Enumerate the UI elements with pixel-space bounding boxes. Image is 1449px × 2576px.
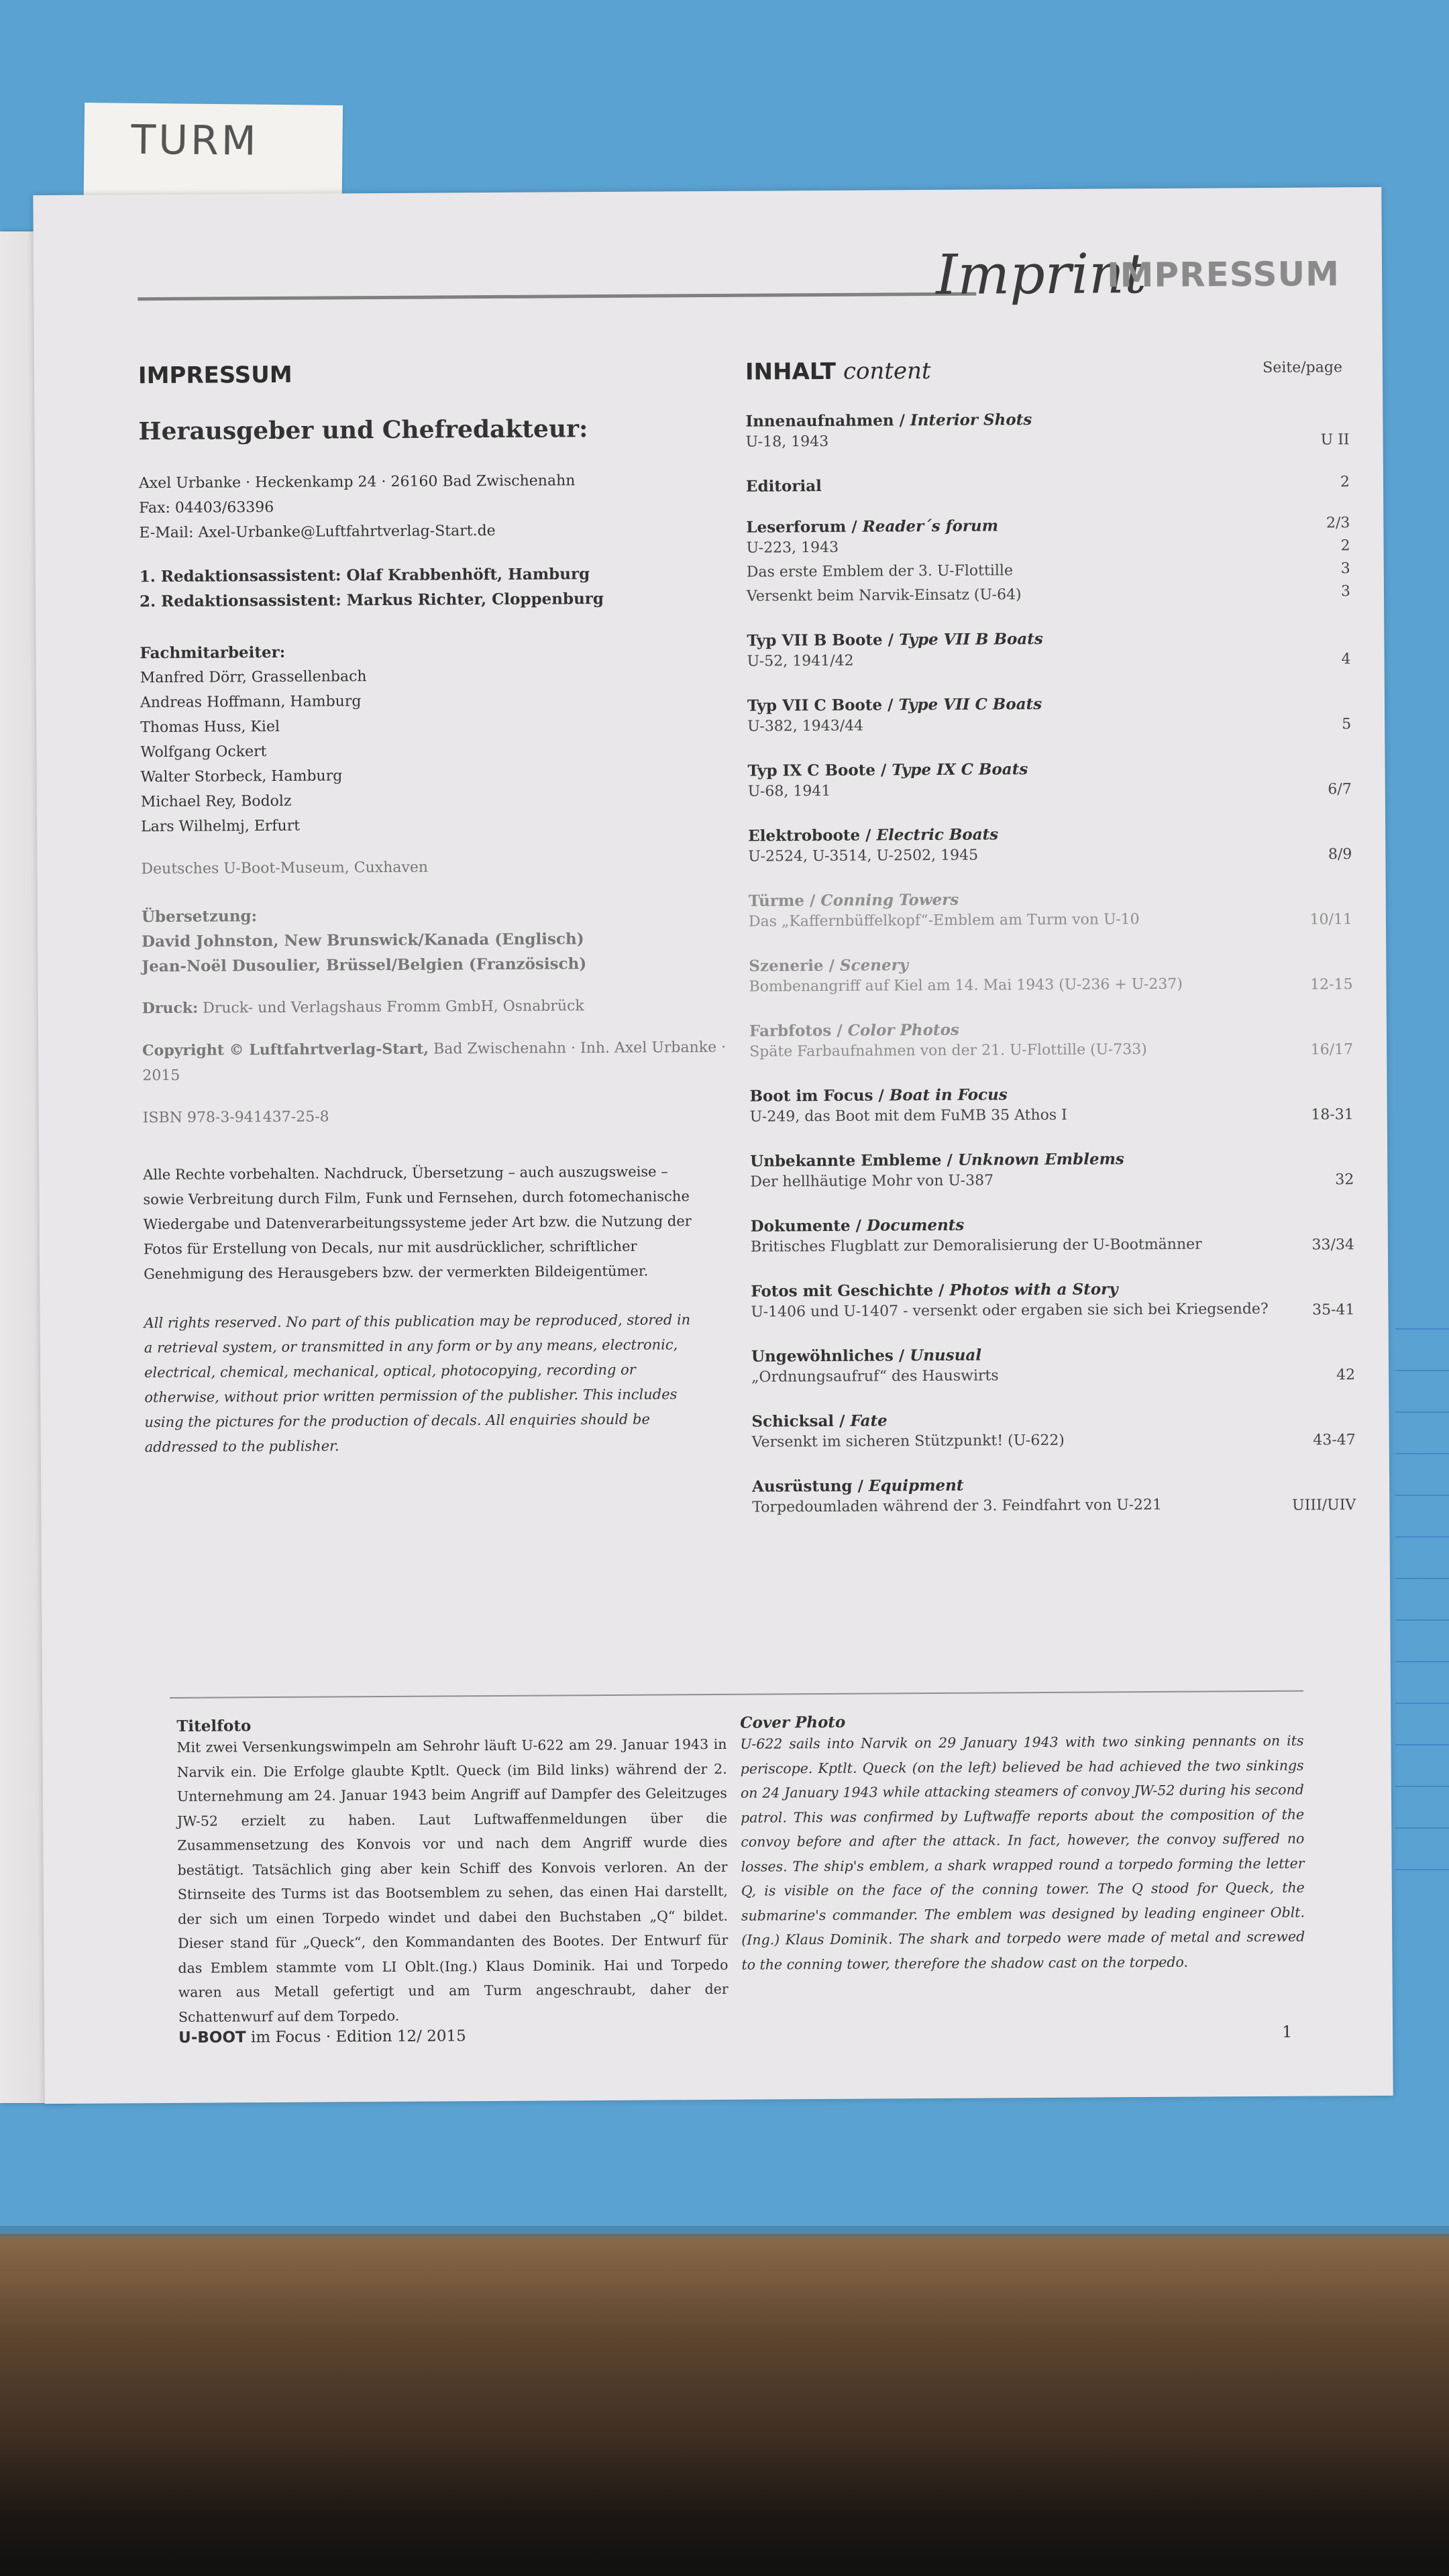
- copyright-line: [142, 1035, 726, 1088]
- sticky-note-text: TURM: [131, 116, 259, 165]
- toc-entry-title-de: Editorial: [745, 476, 822, 496]
- magazine-page: [33, 187, 1393, 2104]
- toc-entry-subtitle: Das erste Emblem der 3. U-Flottille: [746, 562, 1014, 581]
- toc-entry-subtitle: U-382, 1943/44: [747, 717, 864, 735]
- toc-entry-title-en: Color Photos: [847, 1020, 959, 1040]
- isbn-line: ISBN 978-3-941437-25-8: [142, 1108, 329, 1127]
- toc-entry: [751, 1214, 1354, 1259]
- staff-member: Manfred Dörr, Grassellenbach: [140, 668, 367, 687]
- toc-entry: [749, 953, 1352, 999]
- toc-entry-subtitle: Versenkt beim Narvik-Einsatz (U-64): [746, 586, 1022, 605]
- toc-entry-title-de: Innenaufnahmen /: [745, 411, 906, 431]
- caption-en-text: U-622 sails into Narvik on 29 January 1943 with two sinking pennants on its periscope. Kptlt. Queck (on the left) believed be had achieved the two sinkings on 24 January 1943 while attacking steamers of convoy JW-52 during his second patrol. This was confirmed by Luftwaffe reports about the composition of the convoy before and after the attack. In fact, however, the convoy suffered no losses. The ship's emblem, a shark wrapped round a torpedo forming the letter Q, is visible on the face of the conning tower. The Q stood for Queck, the submarine's commander. The emblem was designed by leading engineer Oblt. (Ing.) Klaus Dominik. The shark and torpedo were made of metal and screwed to the conning tower, therefore the shadow cast on the torpedo.: [740, 1732, 1305, 1973]
- rights-de: Alle Rechte vorbehalten. Nachdruck, Übersetzung – auch auszugsweise – sowie Verbreitung durch Film, Funk und Fernsehen, durch fotomechanische Wiedergabe und Datenverarbeitungssysteme jeder Art bzw. die Nutzung der Fotos für Erstellung von Decals, nur mit ausdrücklicher, schriftlicher Genehmigung des Herausgebers bzw. der vermerkten Bildeigentümer.: [143, 1163, 692, 1283]
- toc-entry-title-de: Fotos mit Geschichte /: [751, 1281, 945, 1301]
- toc-entry-page: 18-31: [1311, 1106, 1354, 1124]
- toc-entry-page: 35-41: [1312, 1301, 1355, 1319]
- impressum-column: [138, 359, 729, 1460]
- toc-entry-subtitle: U-2524, U-3514, U-2502, 1945: [748, 847, 979, 865]
- page-number: 1: [1282, 2022, 1293, 2041]
- staff-member: Thomas Huss, Kiel: [140, 718, 280, 737]
- toc-entry: [748, 758, 1352, 804]
- footer: [178, 2027, 466, 2047]
- toc-entry-page: 3: [1340, 560, 1350, 578]
- caption-rule: [170, 1690, 1303, 1699]
- fax-line: Fax: 04403/63396: [139, 498, 274, 517]
- toc-entry-title-de: Türme /: [748, 892, 816, 910]
- toc-entry-title-en: Type VII C Boats: [898, 694, 1042, 714]
- toc-entry-title-en: Conning Towers: [820, 890, 959, 910]
- header-impressum: IMPRESSUM: [1106, 254, 1340, 295]
- toc-entry-title-en: Electric Boats: [876, 825, 999, 845]
- staff-member: Lars Wilhelmj, Erfurt: [141, 817, 301, 836]
- toc-entry-title-en: Boat in Focus: [889, 1085, 1008, 1105]
- toc-entry-title-de: Ausrüstung /: [752, 1477, 864, 1496]
- toc-entry-page: 12-15: [1310, 976, 1353, 994]
- toc-entry-title-de: Ungewöhnliches /: [751, 1346, 905, 1366]
- toc-entry-page: 8/9: [1328, 846, 1352, 863]
- caption-en-title: Cover Photo: [740, 1713, 846, 1732]
- toc-entry-title-en: Type VII B Boats: [898, 629, 1043, 649]
- contents-heading: INHALT content: [745, 357, 931, 386]
- toc-entry-page: 2: [1340, 537, 1350, 555]
- toc-entry: [751, 1409, 1355, 1454]
- toc-entry-subtitle: Britisches Flugblatt zur Demoralisierung der U-Bootmänner: [750, 1236, 1202, 1256]
- toc-entry-subtitle: „Ordnungsaufruf“ des Hauswirts: [751, 1367, 999, 1386]
- header-imprint: Imprint: [935, 242, 1147, 307]
- toc-entry-title-de: Leserforum /: [746, 517, 857, 537]
- print-value: Druck- und Verlagshaus Fromm GmbH, Osnabrück: [203, 998, 584, 1017]
- toc-entry-page: 10/11: [1309, 911, 1353, 928]
- toc-entry: [752, 1474, 1356, 1519]
- toc-entry-title-de: Typ VII B Boote /: [747, 631, 894, 650]
- caption-german: [176, 1714, 729, 2029]
- toc-entry-page: 3: [1340, 583, 1351, 600]
- toc-entry-title-de: Szenerie /: [749, 956, 835, 975]
- toc-entry-title-de: Typ VII C Boote /: [747, 696, 894, 715]
- staff-heading: Fachmitarbeiter:: [140, 643, 286, 663]
- toc-entry: [749, 1083, 1353, 1129]
- toc-entry-title-en: Equipment: [868, 1476, 964, 1495]
- print-label: Druck:: [142, 999, 199, 1018]
- toc-entry-page: 42: [1336, 1366, 1356, 1384]
- toc-entry-title-en: Interior Shots: [910, 411, 1032, 430]
- toc-entry-title-de: Farbfotos /: [749, 1021, 843, 1040]
- toc-entry-title-en: Reader´s forum: [862, 517, 999, 536]
- email-line: E-Mail: Axel-Urbanke@Luftfahrtverlag-Start.de: [139, 522, 496, 542]
- toc-entry-title-en: Unusual: [910, 1346, 982, 1365]
- toc-entry-page: 2/3: [1326, 515, 1350, 532]
- caption-de-text: Mit zwei Versenkungswimpeln am Sehrohr läuft U-622 am 29. Januar 1943 in Narvik ein. Die Erfolge glaubte Kptlt. Queck (im Bild links) während der 2. Unternehmung am 24. Januar 1943 beim Angriff auf Dampfer des Geleitzuges JW-52 erzielt zu haben. Laut Luftwaffenmeldungen über die Zusammensetzung des Konvois vor und nach dem Angriff wurde dies bestätigt. Tatsächlich ging aber kein Schiff des Konvois verloren. An der Stirnseite des Turms ist das Bootsemblem zu sehen, das einen Hai darstellt, der sich um einen Torpedo windet und dabei den Buchstaben „Q“ bildet. Dieser stand für „Queck“, den Kommandanten des Bootes. Der Entwurf für das Emblem stammte vom LI Oblt.(Ing.) Klaus Dominik. Hai und Torpedo waren aus Metall gefertigt und am Turm angeschraubt, daher der Schattenwurf auf dem Torpedo.: [176, 1735, 729, 2025]
- toc-entry-subtitle: Späte Farbaufnahmen von der 21. U-Flottille (U-733): [749, 1041, 1147, 1061]
- toc-entry-subtitle: Bombenangriff auf Kiel am 14. Mai 1943 (U-236 + U-237): [749, 975, 1183, 996]
- toc-entry-title-de: Elektroboote /: [748, 826, 871, 845]
- toc-entry: [749, 1018, 1353, 1064]
- toc-entry-subtitle: Versenkt im sicheren Stützpunkt! (U-622): [751, 1432, 1065, 1451]
- footer-edition: im Focus · Edition 12/ 2015: [250, 2027, 466, 2047]
- staff-member: Michael Rey, Bodolz: [140, 792, 292, 811]
- toc-entry: [746, 515, 1350, 608]
- toc-entry-page: 33/34: [1311, 1236, 1354, 1254]
- toc-entry-subtitle: U-249, das Boot mit dem FuMB 35 Athos I: [749, 1106, 1067, 1126]
- header-rule: [138, 292, 976, 301]
- toc-entry-title-en: Photos with a Story: [949, 1280, 1118, 1299]
- translator-line: Jean-Noël Dusoulier, Brüssel/Belgien (Französisch): [142, 955, 587, 976]
- toc-entry-subtitle: U-18, 1943: [745, 433, 829, 451]
- table-edge: [0, 2226, 1449, 2237]
- toc-entry: [745, 409, 1349, 454]
- toc-entry: [750, 1148, 1354, 1194]
- toc-entry-title-de: Typ IX C Boote /: [747, 761, 887, 780]
- toc-entry-page: 6/7: [1328, 781, 1352, 798]
- toc-entry-subtitle: Der hellhäutige Mohr von U-387: [750, 1172, 994, 1191]
- publisher-heading: Herausgeber und Chefredakteur:: [138, 415, 588, 446]
- toc-entry: [749, 888, 1352, 934]
- toc-entry-page: 2: [1340, 474, 1350, 491]
- toc-entry-subtitle: U-52, 1941/42: [747, 652, 854, 670]
- toc-entry-subtitle: U-223, 1943: [746, 539, 839, 557]
- toc-entry-title: [746, 474, 1350, 495]
- toc-entry-title-en: Unknown Emblems: [957, 1150, 1124, 1169]
- toc-entry-page: 32: [1335, 1171, 1354, 1189]
- toc-entry: [748, 823, 1352, 869]
- assistant-line: 1. Redaktionsassistent: Olaf Krabbenhöft, Hamburg: [139, 565, 590, 586]
- toc-entry-title-en: Type IX C Boats: [892, 760, 1028, 780]
- address-line: Axel Urbanke · Heckenkamp 24 · 26160 Bad Zwischenahn: [138, 472, 576, 492]
- ruler-marks: [1395, 1288, 1449, 1892]
- staff-member: Walter Storbeck, Hamburg: [140, 767, 343, 786]
- translation-heading: Übersetzung:: [141, 907, 258, 926]
- toc-list: [745, 409, 1356, 1519]
- footer-brand: U-BOOT: [178, 2029, 246, 2047]
- staff-member: Wolfgang Ockert: [140, 743, 267, 761]
- toc-entry-subtitle: Torpedoumladen während der 3. Feindfahrt von U-221: [752, 1496, 1163, 1516]
- staff-member: Andreas Hoffmann, Hamburg: [140, 693, 362, 712]
- copyright-rest: Bad Zwischenahn · Inh. Axel Urbanke · 2015: [142, 1038, 727, 1085]
- caption-english: [740, 1711, 1305, 1977]
- translator-line: David Johnston, New Brunswick/Kanada (Englisch): [142, 930, 584, 951]
- toc-entry: [747, 628, 1350, 674]
- rights-en: All rights reserved. No part of this publication may be reproduced, stored in a retrieval system, or transmitted in any form or by any means, electronic, electrical, chemical, mechanical, optical, photocopying, recording or otherwise, without prior written permission of the publisher. This includes using the pictures for the production of decals. All enquiries should be addressed to the publisher.: [144, 1311, 691, 1456]
- toc-entry-page: 16/17: [1310, 1041, 1354, 1059]
- copyright-bold: Copyright © Luftfahrtverlag-Start,: [142, 1040, 429, 1060]
- toc-entry-subtitle: U-1406 und U-1407 - versenkt oder ergaben sie sich bei Kriegsende?: [751, 1300, 1269, 1321]
- toc-entry-title-de: Dokumente /: [750, 1216, 862, 1236]
- page-column-label: Seite/page: [1263, 359, 1343, 376]
- toc-entry: [751, 1279, 1354, 1324]
- toc-entry-title-en: Fate: [850, 1411, 888, 1430]
- toc-entry-subtitle: Das „Kaffernbüffelkopf“-Emblem am Turm von U-10: [748, 911, 1140, 930]
- toc-entry-title-de: Unbekannte Embleme /: [750, 1150, 953, 1171]
- caption-de-title: Titelfoto: [176, 1717, 252, 1735]
- toc-entry-title-de: Schicksal /: [751, 1411, 845, 1431]
- toc-entry-title-de: Boot im Focus /: [749, 1086, 884, 1106]
- print-line: [142, 993, 726, 1021]
- toc-entry-title-en: Documents: [866, 1216, 965, 1235]
- toc-entry-page: UIII/UIV: [1292, 1497, 1356, 1514]
- toc-entry-page: 4: [1341, 651, 1351, 668]
- toc-entry-title-en: Scenery: [839, 956, 909, 975]
- assistant-line: 2. Redaktionsassistent: Markus Richter, Cloppenburg: [139, 589, 604, 611]
- museum-line: Deutsches U-Boot-Museum, Cuxhaven: [141, 859, 429, 878]
- wooden-table-background: [0, 2234, 1449, 2576]
- contents-column: [745, 355, 1356, 1519]
- toc-entry-page: 5: [1342, 716, 1352, 733]
- toc-entry-page: U II: [1320, 431, 1350, 449]
- toc-entry-page: 43-47: [1313, 1432, 1356, 1449]
- toc-entry: [751, 1344, 1355, 1389]
- toc-entry-subtitle: U-68, 1941: [747, 782, 831, 800]
- toc-entry: [746, 474, 1350, 495]
- impressum-heading: IMPRESSUM: [138, 361, 292, 390]
- toc-entry: [747, 693, 1351, 739]
